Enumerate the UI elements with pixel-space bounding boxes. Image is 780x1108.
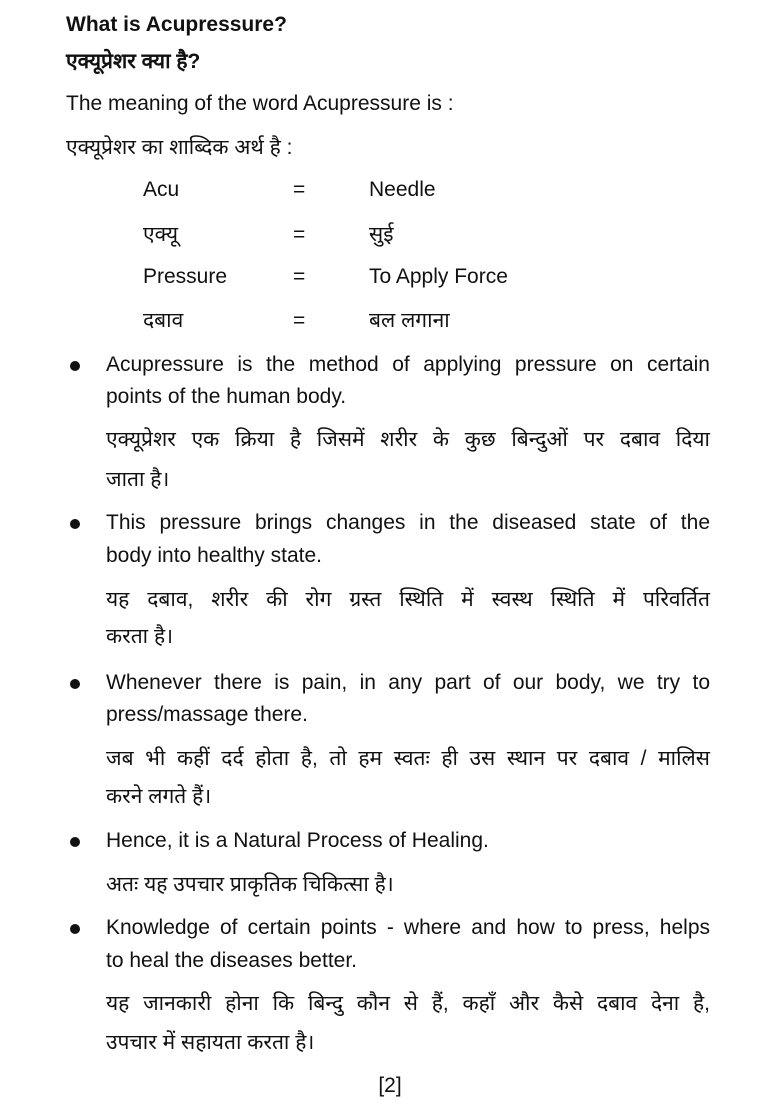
bullet-icon bbox=[70, 679, 80, 689]
bullet-text: This pressure brings changes in the diseased state of the bbox=[106, 511, 710, 534]
bullet-text: body into healthy state. bbox=[106, 544, 322, 567]
definition-meaning: सुई bbox=[369, 223, 394, 246]
page-number: [2] bbox=[378, 1074, 402, 1097]
bullet-icon bbox=[70, 361, 80, 371]
bullet-text: points of the human body. bbox=[106, 385, 347, 408]
bullet-text: Hence, it is a Natural Process of Healing. bbox=[106, 829, 489, 852]
bullet-icon bbox=[70, 837, 80, 847]
bullet-text-hindi: एक्यूप्रेशर एक क्रिया है जिसमें शरीर के कुछ बिन्दुओं पर दबाव दिया bbox=[106, 428, 710, 451]
definition-equals: = bbox=[293, 265, 306, 288]
bullet-text-hindi: यह जानकारी होना कि बिन्दु कौन से हैं, कहाँ और कैसे दबाव देना है, bbox=[106, 992, 710, 1015]
intro-text-hindi: एक्यूप्रेशर का शाब्दिक अर्थ है : bbox=[66, 136, 293, 159]
definition-equals: = bbox=[293, 223, 306, 246]
bullet-text-hindi: करता है। bbox=[106, 625, 174, 648]
definition-term: Acu bbox=[143, 178, 180, 201]
definition-term: एक्यू bbox=[143, 223, 179, 246]
bullet-text-hindi: जाता है। bbox=[106, 468, 170, 491]
definition-meaning: Needle bbox=[369, 178, 436, 201]
definition-term: Pressure bbox=[143, 265, 228, 288]
definition-equals: = bbox=[293, 309, 306, 332]
bullet-text: to heal the diseases better. bbox=[106, 949, 358, 972]
bullet-text-hindi: उपचार में सहायता करता है। bbox=[106, 1031, 315, 1054]
bullet-text: Knowledge of certain points - where and how to press, helps bbox=[106, 916, 710, 939]
definition-term: दबाव bbox=[143, 309, 184, 332]
bullet-text-hindi: अतः यह उपचार प्राकृतिक चिकित्सा है। bbox=[106, 873, 394, 896]
definition-equals: = bbox=[293, 178, 306, 201]
bullet-text-hindi: यह दबाव, शरीर की रोग ग्रस्त स्थिति में स्वस्थ स्थिति में परिवर्तित bbox=[106, 588, 710, 611]
definition-meaning: To Apply Force bbox=[369, 265, 508, 288]
page-title: What is Acupressure? bbox=[66, 13, 287, 36]
definition-meaning: बल लगाना bbox=[369, 309, 450, 332]
page-title-hindi: एक्यूप्रेशर क्या है? bbox=[66, 50, 201, 73]
intro-text: The meaning of the word Acupressure is : bbox=[66, 92, 454, 115]
bullet-icon bbox=[70, 519, 80, 529]
bullet-text: press/massage there. bbox=[106, 703, 308, 726]
bullet-icon bbox=[70, 924, 80, 934]
bullet-text: Acupressure is the method of applying pressure on certain bbox=[106, 353, 710, 376]
bullet-text-hindi: जब भी कहीं दर्द होता है, तो हम स्वतः ही उस स्थान पर दबाव / मालिस bbox=[106, 747, 710, 770]
bullet-text: Whenever there is pain, in any part of our body, we try to bbox=[106, 671, 710, 694]
bullet-text-hindi: करने लगते हैं। bbox=[106, 785, 212, 808]
